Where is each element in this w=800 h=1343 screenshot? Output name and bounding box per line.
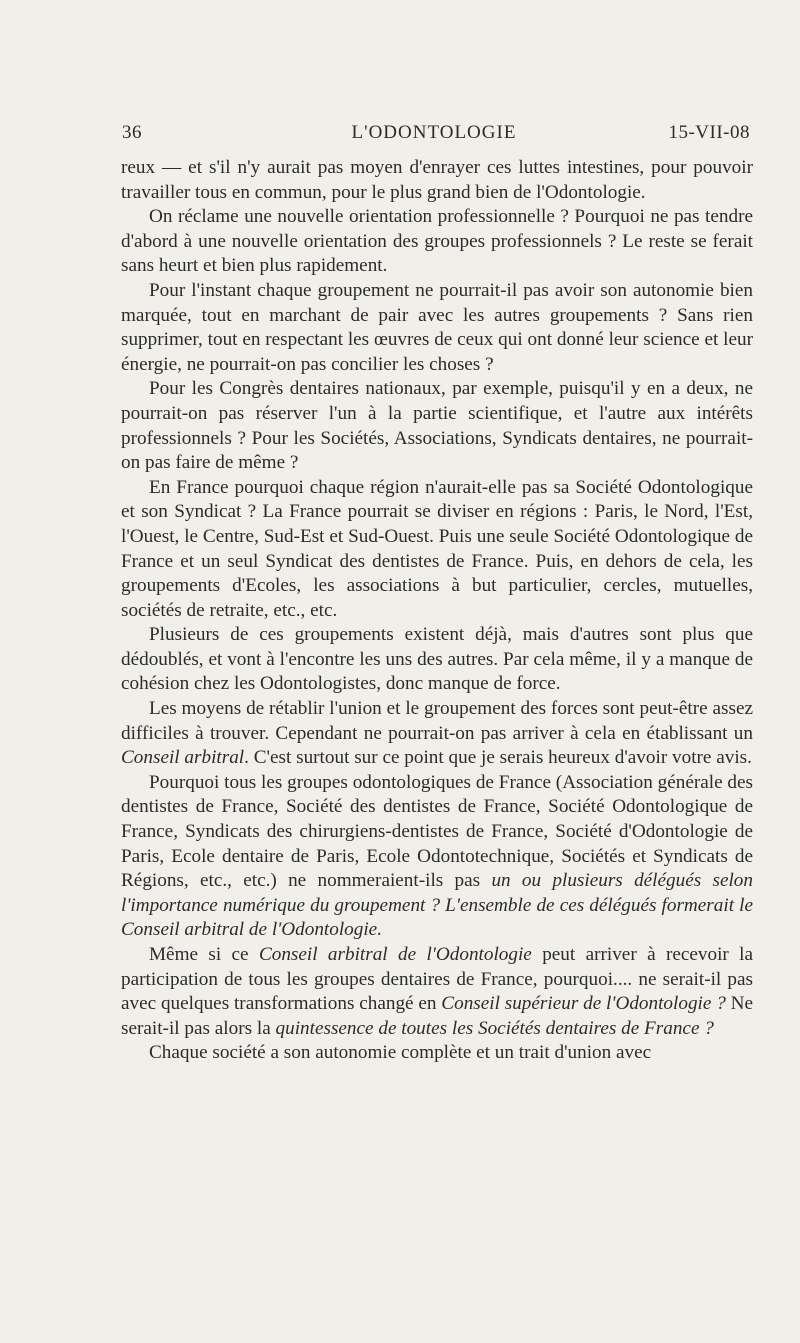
- paragraph: [121, 205, 753, 279]
- paragraph: [121, 623, 753, 697]
- journal-title: L'ODONTOLOGIE: [351, 122, 517, 143]
- text-run: reux — et s'il n'y aurait pas moyen d'enrayer ces luttes intestines, pour pouvoir travailler tous en commun, pour le plus grand bien de l'Odontologie.: [121, 157, 753, 203]
- issue-date: 15-VII-08: [668, 122, 750, 143]
- text-run: Pourquoi tous les groupes odontologiques de France (Association générale des dentistes de France, Société des dentistes de France, Société Odontologique de France, Syndicats des chirurgiens-dentistes de France, Société d'Odontologie de Paris, Ecole dentaire de Paris, Ecole Odontotechnique, Sociétés et Syndicats de Régions, etc., etc.) ne nommeraient-ils pas: [121, 771, 753, 892]
- text-run: Pour les Congrès dentaires nationaux, par exemple, puisqu'il y en a deux, ne pourrait-on pas réserver l'un à la partie scientifique, et l'autre aux intérêts professionnels ? Pour les Sociétés, Associations, Syndicats dentaires, ne pourrait-on pas faire de même ?: [121, 378, 753, 474]
- paragraph: [121, 771, 753, 943]
- paragraph: [121, 156, 753, 205]
- paragraph: [121, 377, 753, 475]
- paragraph: [121, 943, 753, 1041]
- paragraph: [121, 279, 753, 377]
- running-header: [118, 122, 750, 150]
- paragraph: [121, 476, 753, 624]
- text-run: Même si ce: [149, 944, 259, 965]
- article-body: [121, 156, 753, 1066]
- text-run: . C'est surtout sur ce point que je serais heureux d'avoir votre avis.: [244, 747, 752, 769]
- paragraph: [121, 1041, 753, 1066]
- italic-text: Conseil supérieur de l'Odontologie ?: [441, 993, 726, 1015]
- italic-text: un ou plusieurs délégués selon l'importance numérique du groupement ? L'ensemble de ces délégués formerait le Conseil arbitral de l'Odontologie.: [121, 870, 753, 941]
- text-run: On réclame une nouvelle orientation professionnelle ? Pourquoi ne pas tendre d'abord à une nouvelle orientation des groupes professionnels ? Le reste se ferait sans heurt et bien plus rapidement.: [121, 206, 753, 277]
- italic-text: quintessence de toutes les Sociétés dentaires de France ?: [275, 1017, 714, 1039]
- text-run: Plusieurs de ces groupements existent déjà, mais d'autres sont plus que dédoublés, et vont à l'encontre les uns des autres. Par cela même, il y a manque de cohésion chez les Odontologistes, donc manque de force.: [121, 624, 753, 695]
- text-run: Chaque société a son autonomie complète et un trait d'union avec: [149, 1042, 652, 1064]
- text-run: En France pourquoi chaque région n'aurait-elle pas sa Société Odontologique et son Syndicat ? La France pourrait se diviser en régions : Paris, le Nord, l'Est, l'Ouest, le Centre, Sud-Est et Sud-Ouest. Puis une seule Société Odontologique de France et un seul Syndicat des dentistes de France. Puis, en dehors de cela, les groupements d'Ecoles, les associations à but particulier, cercles, mutuelles, sociétés de retraite, etc., etc.: [121, 476, 753, 621]
- text-run: peut arriver à recevoir la participation de tous les groupes dentaires de France, pourquoi.... ne serait-il pas avec quelques transformations changé en: [121, 944, 753, 1015]
- paragraph: [121, 697, 753, 771]
- page-number: 36: [122, 122, 142, 143]
- italic-text: Conseil arbitral de l'Odontologie: [258, 944, 532, 965]
- text-run: Les moyens de rétablir l'union et le groupement des forces sont peut-être assez difficiles à trouver. Cependant ne pourrait-on pas arriver à cela en établissant un: [121, 698, 753, 744]
- text-run: Pour l'instant chaque groupement ne pourrait-il pas avoir son autonomie bien marquée, tout en marchant de pair avec les autres groupements ? Sans rien supprimer, tout en respectant les œuvres de ceux qui ont donné leur science et leur énergie, ne pourrait-on pas concilier les choses ?: [121, 279, 753, 375]
- text-run: Ne serait-il pas alors la: [121, 993, 754, 1039]
- italic-text: Conseil arbitral: [121, 747, 245, 769]
